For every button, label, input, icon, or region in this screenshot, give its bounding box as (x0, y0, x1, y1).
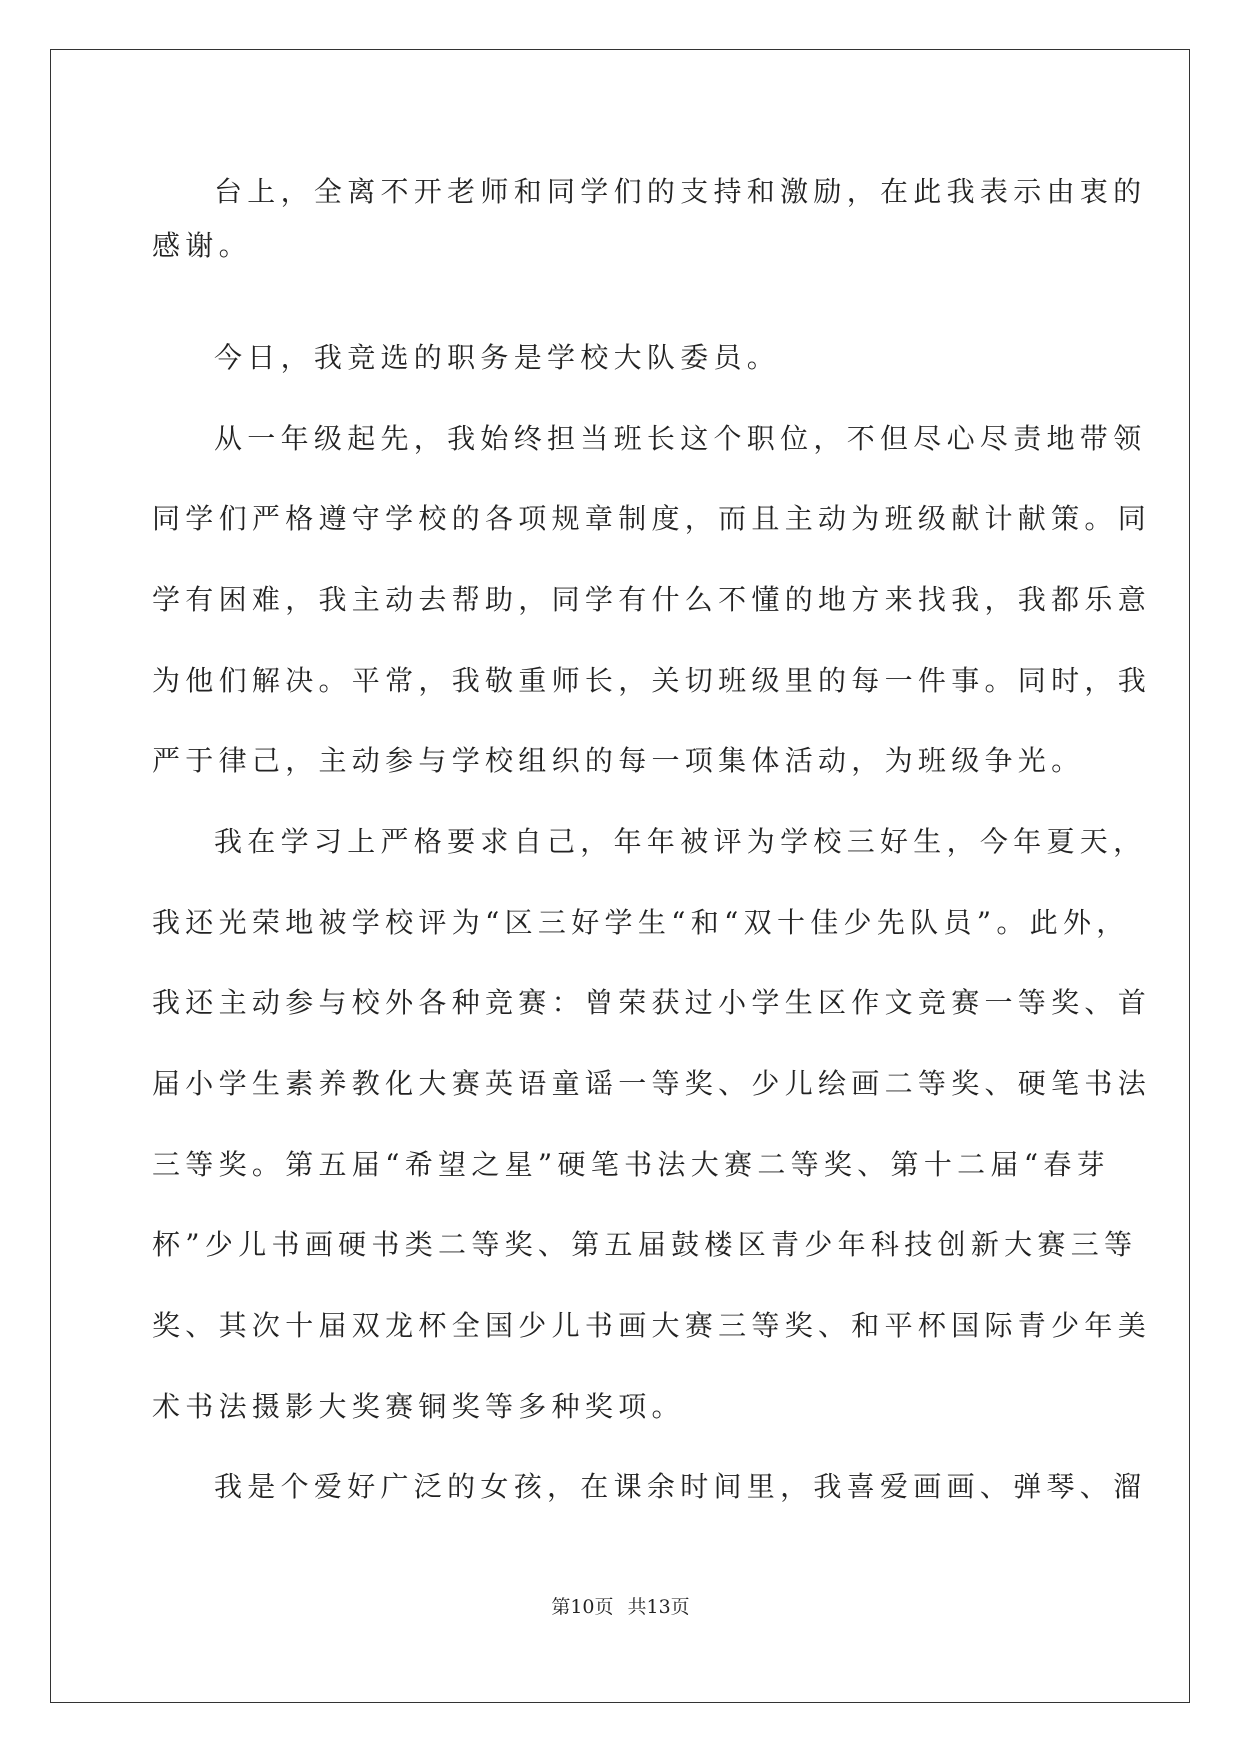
text-line: 奖、其次十届双龙杯全国少儿书画大赛三等奖、和平杯国际青少年美 (152, 1309, 1152, 1342)
text-line: 今日，我竞选的职务是学校大队委员。 (214, 341, 781, 374)
text-line: 同学们严格遵守学校的各项规章制度，而且主动为班级献计献策。同 (152, 502, 1152, 535)
page-total: 共13页 (627, 1596, 690, 1618)
text-line: 杯”少儿书画硬书类二等奖、第五届鼓楼区青少年科技创新大赛三等 (152, 1228, 1138, 1261)
page-number: 第10页 (551, 1596, 614, 1618)
text-line: 感谢。 (152, 229, 252, 262)
text-line: 届小学生素养教化大赛英语童谣一等奖、少儿绘画二等奖、硬笔书法 (152, 1067, 1152, 1100)
text-line: 严于律己，主动参与学校组织的每一项集体活动，为班级争光。 (152, 744, 1085, 777)
text-line: 台上，全离不开老师和同学们的支持和激励，在此我表示由衷的 (214, 175, 1147, 208)
text-line: 从一年级起先，我始终担当班长这个职位，不但尽心尽责地带领 (214, 422, 1147, 455)
text-line: 三等奖。第五届“希望之星”硬笔书法大赛二等奖、第十二届“春芽 (152, 1148, 1110, 1181)
text-line: 我还光荣地被学校评为“区三好学生“和“双十佳少先队员”。此外， (152, 906, 1130, 939)
page-footer (0, 1594, 1241, 1620)
text-line: 我还主动参与校外各种竞赛：曾荣获过小学生区作文竞赛一等奖、首 (152, 986, 1152, 1019)
text-line: 术书法摄影大奖赛铜奖等多种奖项。 (152, 1390, 685, 1423)
text-line: 为他们解决。平常，我敬重师长，关切班级里的每一件事。同时，我 (152, 664, 1152, 697)
page-border (50, 49, 1190, 1703)
text-line: 我在学习上严格要求自己，年年被评为学校三好生，今年夏天， (214, 825, 1147, 858)
text-line: 学有困难，我主动去帮助，同学有什么不懂的地方来找我，我都乐意 (152, 583, 1152, 616)
text-line: 我是个爱好广泛的女孩，在课余时间里，我喜爱画画、弹琴、溜 (214, 1470, 1147, 1503)
